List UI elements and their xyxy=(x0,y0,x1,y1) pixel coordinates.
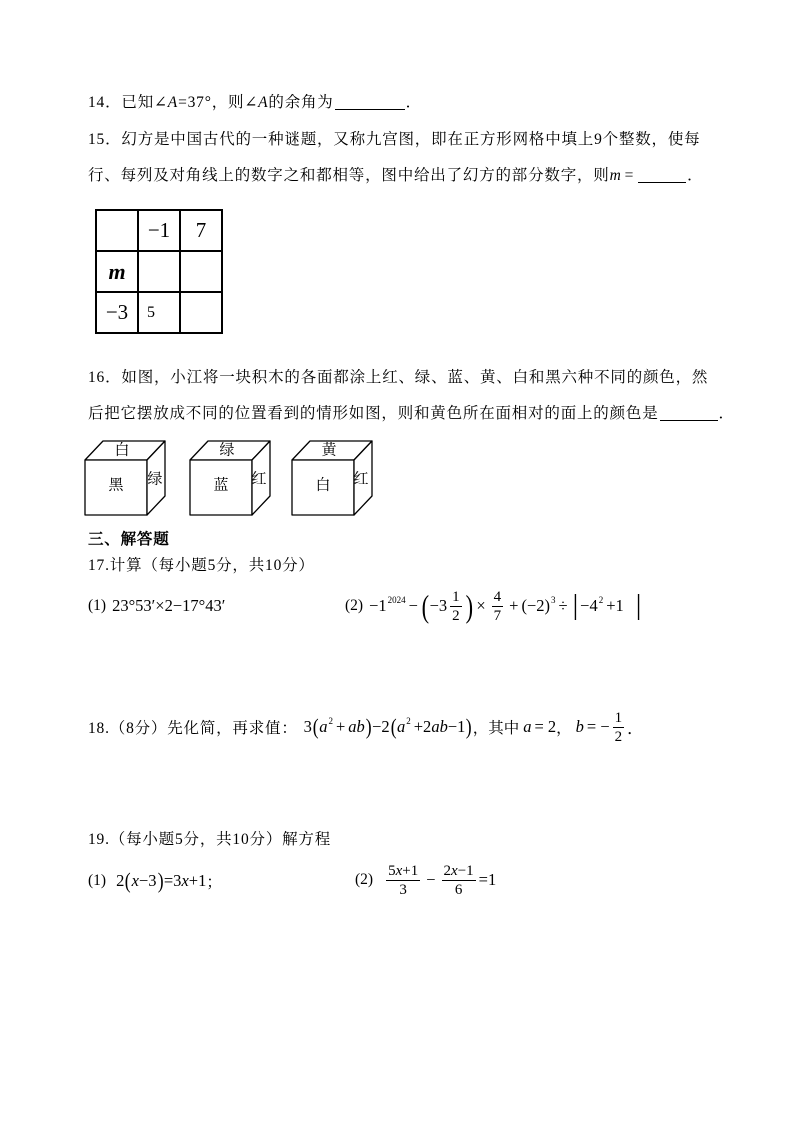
q17-p2-abs-close: | xyxy=(635,590,642,621)
q17-p2-minus: − xyxy=(408,596,418,615)
q19-p1-var-x: x xyxy=(131,871,139,890)
q19-p2-n2-var: x xyxy=(451,862,458,879)
magic-square-row xyxy=(96,292,222,333)
q18-var-a: a xyxy=(319,717,328,736)
q15-answer-blank xyxy=(638,167,686,183)
question-18 xyxy=(88,708,644,746)
q14-text-3: 的余角为 xyxy=(268,94,334,111)
q18-left-paren-2: ( xyxy=(390,714,397,739)
q14-answer-blank xyxy=(335,94,405,110)
q15-equals: = xyxy=(624,167,635,184)
magic-square-cell: 5 xyxy=(138,292,180,333)
q18-right-paren-2: ) xyxy=(466,714,472,739)
q14-end: ． xyxy=(405,94,422,111)
q19-p1-equals: =3 xyxy=(163,871,182,890)
section-heading: 三、解答题 xyxy=(88,531,170,548)
magic-square-grid xyxy=(95,209,223,334)
q15-var-m: m xyxy=(609,167,622,184)
q19-p1-var-x-2: x xyxy=(181,871,189,890)
q19-p1-coef: 2 xyxy=(116,871,125,890)
q17-p2-right-paren: ) xyxy=(465,588,473,624)
q19-part-1 xyxy=(88,864,222,898)
cube-figures xyxy=(0,430,400,522)
q17-p2-power-term xyxy=(369,596,406,616)
q18-exponent: 2 xyxy=(406,716,411,726)
q17-p2-exponent-2: 3 xyxy=(551,595,556,605)
q18-fraction xyxy=(613,710,625,745)
q19-p1-right-paren: ) xyxy=(157,868,164,893)
magic-square-cell: −3 xyxy=(96,292,138,333)
magic-square-cell xyxy=(96,210,138,251)
q17-p2-fraction-2-denominator: 7 xyxy=(493,607,502,624)
q19-p2-n2-coef: 2 xyxy=(443,862,452,879)
cube-3-top-label: 黄 xyxy=(321,442,337,459)
q19-part-1-label: (1) xyxy=(88,872,107,889)
q17-p2-exponent-3: 2 xyxy=(598,595,604,605)
q17-p2-left-paren: ( xyxy=(421,588,430,624)
q17-p2-base-1: −1 xyxy=(369,596,387,615)
q17-p2-base-2: (−2) xyxy=(521,596,550,615)
q16-line-2 xyxy=(88,404,735,424)
q19-p2-n1-var: x xyxy=(395,862,403,879)
q18-minus-1: −1 xyxy=(447,717,466,736)
q15-line-2 xyxy=(88,166,703,186)
q18-a-equals: = 2 xyxy=(534,717,557,736)
q18-b-equals: = − xyxy=(586,717,610,736)
q19-p2-equals-1: =1 xyxy=(478,870,497,889)
q17-part-1 xyxy=(88,590,225,622)
q19-p1-minus-3: −3 xyxy=(138,871,157,890)
magic-square-cell xyxy=(180,292,222,333)
q18-plus-2: +2 xyxy=(413,717,432,736)
q16-end: ． xyxy=(718,405,735,422)
magic-square-cell xyxy=(180,251,222,292)
q17-p2-fraction-2 xyxy=(492,589,504,624)
q18-coef-2: −2 xyxy=(372,717,390,736)
magic-square-row xyxy=(96,210,222,251)
q18-end: ． xyxy=(627,719,644,738)
q17-p2-divide: ÷ xyxy=(558,596,568,615)
q19-part-2 xyxy=(355,860,496,900)
q19-p1-end: ； xyxy=(206,874,222,891)
q17-part-2 xyxy=(345,588,643,624)
cube-1-right-label: 绿 xyxy=(147,471,163,488)
q18-plus: + xyxy=(335,717,346,736)
q17-p2-plus: + xyxy=(509,596,519,615)
q18-var-a: a xyxy=(397,717,406,736)
q17-p2-power-term-2 xyxy=(521,596,555,616)
q17-p2-power-term-3 xyxy=(580,596,603,616)
q18-text: 18.（8分）先化简，再求值： xyxy=(88,720,298,737)
q17-p2-abs-open: | xyxy=(572,590,579,621)
q19-p2-fraction-1 xyxy=(386,863,420,898)
q17-p2-whole: −3 xyxy=(429,596,448,615)
cube-1-top-label: 白 xyxy=(114,442,130,459)
q17-p2-fraction-1 xyxy=(450,589,462,624)
q18-coef-1: 3 xyxy=(303,717,312,736)
q18-right-paren-1: ) xyxy=(365,714,372,739)
q19-part-2-label: (2) xyxy=(355,871,374,888)
q18-a-squared-2 xyxy=(397,717,411,737)
q19-p2-n1-rest: +1 xyxy=(402,862,419,879)
q17-p2-exponent-1: 2024 xyxy=(387,595,406,605)
q14-text-1: 已知∠ xyxy=(121,94,168,111)
q14-number: 14． xyxy=(88,94,122,111)
q15-end: ． xyxy=(687,167,704,184)
q18-left-paren-1: ( xyxy=(312,714,319,739)
q14-var-a: A xyxy=(167,94,179,111)
q15-line-2-text: 行、每列及对角线上的数字之和都相等，图中给出了幻方的部分数字，则 xyxy=(88,167,610,184)
cube-2-right-label: 红 xyxy=(251,471,267,488)
q19-p2-fraction-1-numerator xyxy=(386,863,420,881)
q17-p2-tail: +1 xyxy=(606,596,624,615)
cube-2-front-label: 蓝 xyxy=(213,477,229,494)
q19-p2-fraction-2-denominator: 6 xyxy=(454,881,463,898)
q19-p2-fraction-2-numerator xyxy=(442,863,476,881)
magic-square-cell xyxy=(138,251,180,292)
question-14 xyxy=(88,93,422,113)
magic-square-cell: 7 xyxy=(180,210,222,251)
q19-p2-fraction-1-denominator: 3 xyxy=(399,881,407,898)
q17-part-1-label: (1) xyxy=(88,597,107,614)
cube-2-top-label: 绿 xyxy=(219,442,235,459)
q16-answer-blank xyxy=(660,405,718,421)
q19-p2-n2-rest: −1 xyxy=(457,862,474,879)
q14-var-a-2: A xyxy=(258,94,269,111)
magic-square-cell: −1 xyxy=(138,210,180,251)
cube-1-front-label: 黑 xyxy=(108,477,124,494)
q18-ab: ab xyxy=(348,717,365,736)
q16-line-2-text: 后把它摆放成不同的位置看到的情形如图，则和黄色所在面相对的面上的颜色是 xyxy=(88,405,659,422)
q18-comma: ， xyxy=(556,720,572,737)
cube-3-front-label: 白 xyxy=(315,477,331,494)
q18-where: ，其中 xyxy=(472,720,520,737)
q14-text-2: =37°，则∠ xyxy=(178,94,259,111)
q18-var-a-value: a xyxy=(523,717,532,736)
q19-p1-left-paren: ( xyxy=(125,868,131,893)
magic-square-row xyxy=(96,251,222,292)
q18-exponent: 2 xyxy=(328,716,333,726)
q17-p2-base-3: −4 xyxy=(580,596,598,615)
q18-fraction-denominator: 2 xyxy=(614,728,623,745)
q18-fraction-numerator: 1 xyxy=(614,709,623,726)
q19-p2-minus: − xyxy=(426,870,436,889)
q19-p2-n1-coef: 5 xyxy=(388,862,396,879)
magic-square-cell: m xyxy=(96,251,138,292)
q17-part-1-expression: 23°53′×2−17°43′ xyxy=(112,596,226,615)
q15-line-1: 15．幻方是中国古代的一种谜题，又称九宫图，即在正方形网格中填上9个整数，使每 xyxy=(88,131,701,148)
q18-ab-2: ab xyxy=(431,717,448,736)
q16-line-1: 16．如图，小江将一块积木的各面都涂上红、绿、蓝、黄、白和黑六种不同的颜色，然 xyxy=(88,369,709,386)
q17-p2-fraction-1-denominator: 2 xyxy=(452,607,460,624)
q17-p2-fraction-2-numerator: 4 xyxy=(493,588,502,605)
cube-3-right-label: 红 xyxy=(353,471,369,488)
q17-p2-fraction-1-numerator: 1 xyxy=(452,588,460,605)
q19-p1-plus-1: +1 xyxy=(188,871,207,890)
q18-var-b: b xyxy=(575,717,584,736)
q17-title: 17.计算（每小题5分，共10分） xyxy=(88,557,315,574)
q18-a-squared-1 xyxy=(319,717,333,737)
q17-part-2-label: (2) xyxy=(345,597,364,614)
q17-p2-times: × xyxy=(476,596,486,615)
q19-p2-fraction-2 xyxy=(442,863,476,898)
q19-title: 19.（每小题5分，共10分）解方程 xyxy=(88,831,332,848)
